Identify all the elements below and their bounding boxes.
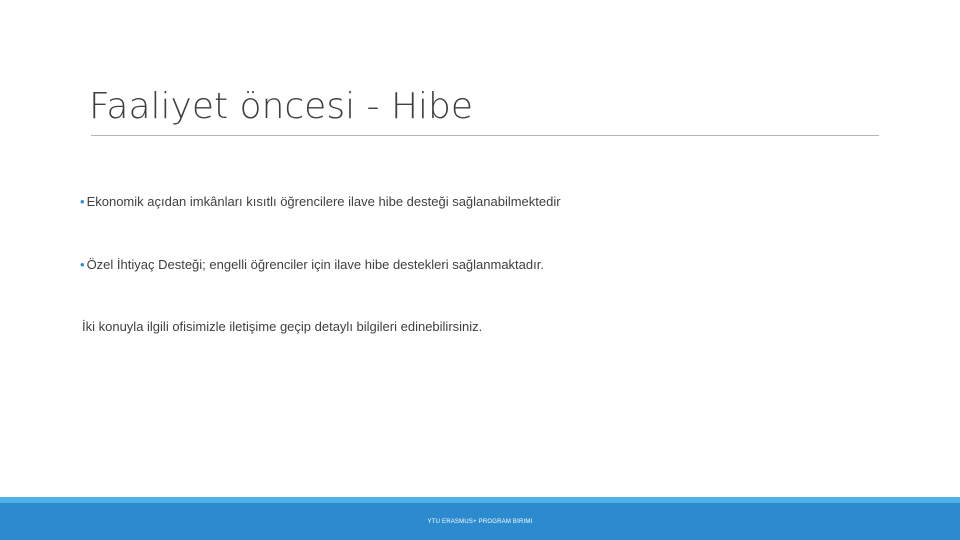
bullet-icon: •	[80, 194, 85, 209]
bullet-text-2: Özel İhtiyaç Desteği; engelli öğrenciler için ilave hibe destekleri sağlanmaktadır.	[86, 257, 544, 272]
footer-accent-stripe	[0, 497, 960, 503]
contact-note: İki konuyla ilgili ofisimizle iletişime geçip detaylı bilgileri edinebilirsiniz.	[82, 319, 483, 334]
bullet-item-1	[80, 194, 561, 209]
title-divider	[91, 135, 879, 136]
bullet-icon: •	[80, 257, 85, 272]
footer-text: YTU ERASMUS+ PROGRAM BIRIMI	[427, 519, 533, 525]
slide-title: Faaliyet öncesi - Hibe	[89, 86, 474, 127]
bullet-text-1: Ekonomik açıdan imkânları kısıtlı öğrencilere ilave hibe desteği sağlanabilmektedir	[86, 194, 561, 209]
bullet-item-2	[80, 257, 544, 272]
